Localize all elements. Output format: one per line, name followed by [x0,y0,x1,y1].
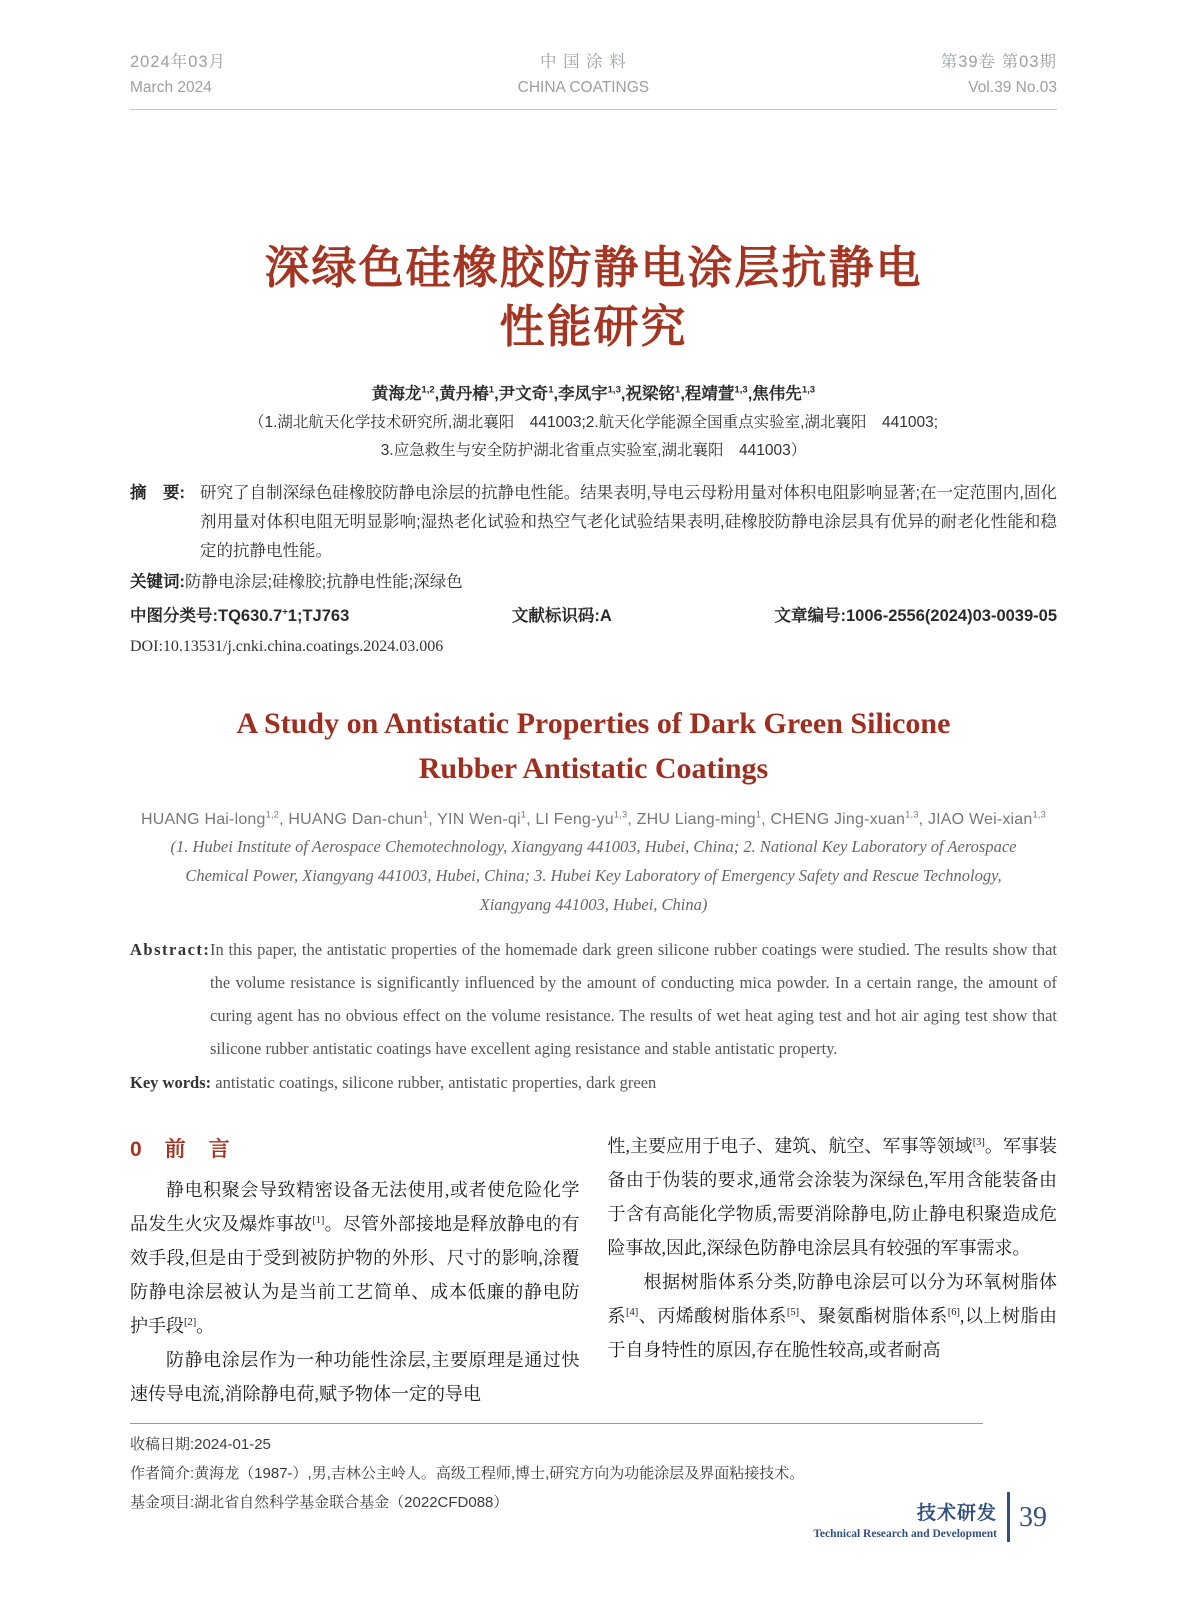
abstract-zh-text: 研究了自制深绿色硅橡胶防静电涂层的抗静电性能。结果表明,导电云母粉用量对体积电阻影响显著;在一定范围内,固化剂用量对体积电阻无明显影响;湿热老化试验和热空气老化试验结果表明,硅橡胶防静电涂层具有优异的耐老化性能和稳定的抗静电性能。 [200,484,1057,560]
keywords-zh [130,567,1057,597]
article-title-zh-line2: 性能研究 [499,301,688,352]
affiliations-zh [130,409,1057,465]
footnote-line: 作者简介:黄海龙（1987-）,男,吉林公主岭人。高级工程师,博士,研究方向为功能涂层及界面粘接技术。 [130,1465,805,1482]
footer-section-zh: 技术研发 [916,1503,997,1524]
footer-section-en: Technical Research and Development [813,1528,997,1540]
article-title-en-line2: Rubber Antistatic Coatings [418,752,769,785]
affiliation-zh-line: （1.湖北航天化学技术研究所,湖北襄阳 441003;2.航天化学能源全国重点实验室,湖北襄阳 441003; [248,414,939,431]
header-volume-issue [941,50,1057,100]
header-journal-name [518,50,649,100]
reference-superscript: + [282,606,288,618]
footnote-line: 收稿日期:2024-01-25 [130,1436,271,1453]
page-footer [813,1492,1047,1542]
volume-issue-en: Vol.39 No.03 [968,79,1057,96]
abstract-zh-label: 摘 要: [130,484,185,502]
reference-superscript: 1 [755,809,762,820]
article-title-zh [130,238,1057,356]
reference-superscript: [5] [786,1307,800,1318]
journal-header [130,50,1057,110]
reference-superscript: [4] [626,1307,639,1318]
right-column-text [608,1129,1058,1367]
affiliation-en-line: Chemical Power, Xiangyang 441003, Hubei, China; 3. Hubei Key Laboratory of Emergency Safety and Rescue Technology, [185,866,1002,885]
reference-superscript: 1,3 [905,809,919,820]
abstract-en-text: In this paper, the antistatic properties of the homemade dark green silicone rubber coatings were studied. The results show that the volume resistance is significantly influenced by the amount of conducting mica powder. In a certain range, the amount of curing agent has no obvious effect on the volume resistance. The results of wet heat aging test and hot air aging test show that silicone rubber antistatic coatings have excellent aging resistance and stable antistatic property. [210,940,1057,1058]
reference-superscript: 1,3 [801,384,816,396]
reference-superscript: 1,2 [421,384,435,396]
abstract-en [130,933,1057,1065]
header-date-en: March 2024 [130,79,212,96]
authors-en: HUANG Hai-long$^{1,2}$, HUANG Dan-chun$^1$, YIN Wen-$qi^1$, LI Feng-yu$^{1,3}$, ZHU Liang-ming$^1$, CHENG Jing-xuan$^{1,3}$, JIAO Wei-xian$^{1,3}$ [141,809,1046,828]
reference-superscript: [2] [184,1317,197,1328]
keywords-en [130,1067,1057,1099]
right-column [608,1129,1058,1411]
footer-divider-bar [1007,1492,1010,1542]
classification-row [130,602,1057,630]
clc-number: 中图分类号:TQ630.7+1;TJ763 [130,606,350,625]
keywords-en-text: antistatic coatings, silicone rubber, antistatic properties, dark green [215,1073,657,1092]
authors-zh: 黄海龙$^{1,2}$,黄丹椿$^1$,尹文奇$^1$,李凤宇$^{1,3}$,祝梁铭$^1$,程靖萱$^{1,3}$,焦伟先$^{1,3}$ [371,384,816,403]
reference-superscript: [1] [312,1215,325,1226]
keywords-zh-label: 关键词: [130,573,185,591]
reference-superscript: 1 [520,809,527,820]
keywords-zh-text: 防静电涂层;硅橡胶;抗静电性能;深绿色 [185,573,463,591]
affiliation-en-line: (1. Hubei Institute of Aerospace Chemotechnology, Xiangyang 441003, Hubei, China; 2. National Key Laboratory of Aerospace [170,837,1017,856]
article-title-en-line1: A Study on Antistatic Properties of Dark Green Silicone [236,707,951,740]
document-code: 文献标识码:A [511,607,612,625]
abstract-en-label: Abstract: [130,940,211,959]
article-id: 文章编号:1006-2556(2024)03-0039-05 [774,607,1057,625]
doi: DOI:10.13531/j.cnki.china.coatings.2024.03.006 [130,638,444,655]
left-column-text [130,1173,580,1411]
reference-superscript: 1,3 [607,384,621,396]
journal-name-zh: 中 国 涂 料 [540,53,627,71]
body-paragraph: 性,主要应用于电子、建筑、航空、军事等领域[3]。军事装备由于伪装的要求,通常会涂装为深绿色,军用含能装备由于含有高能化学物质,需要消除静电,防止静电积聚造成危险事故,因此,深绿色防静电涂层具有较强的军事需求。 [607,1136,1058,1258]
reference-superscript: [6] [947,1307,960,1318]
affiliation-en-line: Xiangyang 441003, Hubei, China) [479,895,708,914]
abstract-zh [130,479,1057,566]
reference-superscript: 1 [548,384,554,396]
body-paragraph: 根据树脂体系分类,防静电涂层可以分为环氧树脂体系[4]、丙烯酸树脂体系[5]、聚氨酯树脂体系[6],以上树脂由于自身特性的原因,存在脆性较高,或者耐高 [607,1272,1058,1360]
footnote-line: 基金项目:湖北省自然科学基金联合基金（2022CFD088） [130,1494,509,1511]
volume-issue-zh: 第39卷 第03期 [940,53,1057,71]
header-issue-date [130,50,226,100]
left-column [130,1129,580,1411]
reference-superscript: 1,3 [613,809,628,820]
keywords-en-label: Key words: [130,1073,212,1092]
reference-superscript: 1,3 [1032,809,1046,820]
affiliations-en [130,832,1057,919]
journal-name-en: CHINA COATINGS [517,79,650,96]
article-title-en [130,701,1057,791]
reference-superscript: 1 [675,384,681,396]
footer-section-labels [813,1502,997,1542]
body-columns [130,1129,1057,1411]
affiliation-zh-line: 3.应急救生与安全防护湖北省重点实验室,湖北襄阳 441003） [380,442,807,459]
reference-superscript: [3] [972,1137,985,1148]
reference-superscript: 1,3 [734,384,748,396]
reference-superscript: 1 [422,809,429,820]
page-number: 39 [1019,1502,1047,1533]
reference-superscript: 1,2 [265,809,280,820]
reference-superscript: 1 [488,384,495,396]
article-title-zh-line1: 深绿色硅橡胶防静电涂层抗静电 [264,242,923,293]
section-heading-intro: 0 前 言 [130,1138,231,1161]
body-paragraph: 防静电涂层作为一种功能性涂层,主要原理是通过快速传导电流,消除静电荷,赋予物体一定的导电 [130,1350,580,1404]
body-paragraph: 静电积聚会导致精密设备无法使用,或者使危险化学品发生火灾及爆炸事故[1]。尽管外部接地是释放静电的有效手段,但是由于受到被防护物的外形、尺寸的影响,涂覆防静电涂层被认为是当前工艺简单、成本低廉的静电防护手段[2]。 [130,1180,580,1336]
header-date-zh: 2024年03月 [130,53,227,71]
